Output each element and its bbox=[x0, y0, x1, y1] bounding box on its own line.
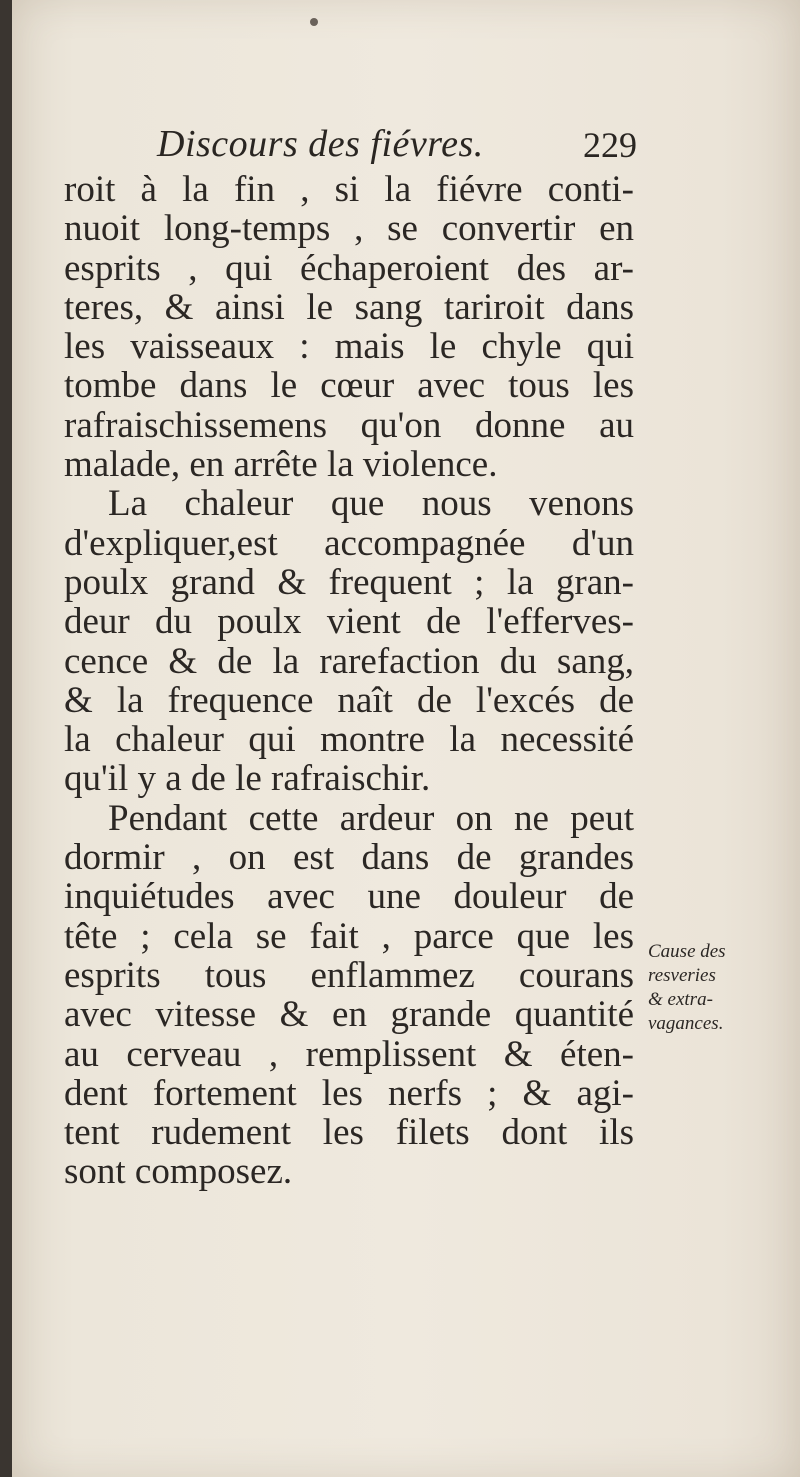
text-line: malade, en arrête la violence. bbox=[64, 444, 498, 486]
text-line: cence & de la rarefaction du sang, bbox=[64, 640, 634, 682]
text-line: d'expliquer,est accompagnée d'un bbox=[64, 522, 634, 564]
text-line: nuoit long-temps , se convertir en bbox=[64, 208, 634, 250]
ink-speck bbox=[310, 18, 318, 26]
text-line: roit à la fin , si la fiévre conti- bbox=[64, 169, 634, 210]
text-line: deur du poulx vient de l'efferves- bbox=[64, 601, 634, 643]
margin-note-line: vagances. bbox=[648, 1013, 724, 1034]
text-line: Pendant cette ardeur on ne peut bbox=[108, 797, 634, 839]
margin-note-line: Cause des bbox=[648, 941, 726, 962]
text-line: tête ; cela se fait , parce que les bbox=[64, 915, 634, 957]
text-line: esprits tous enflammez courans bbox=[64, 954, 634, 996]
text-line: teres, & ainsi le sang tariroit dans bbox=[64, 286, 634, 328]
text-line: tombe dans le cœur avec tous les bbox=[64, 365, 634, 407]
text-line: les vaisseaux : mais le chyle qui bbox=[64, 326, 634, 368]
body-text bbox=[64, 170, 634, 1192]
running-title: Discours des fiévres. bbox=[157, 123, 484, 165]
text-line: la chaleur qui montre la necessité bbox=[64, 719, 634, 761]
margin-note bbox=[648, 940, 776, 1036]
book-page bbox=[12, 0, 800, 1477]
text-line: esprits , qui échaperoient des ar- bbox=[64, 247, 634, 289]
text-line: au cerveau , remplissent & éten- bbox=[64, 1033, 634, 1075]
text-line: dormir , on est dans de grandes bbox=[64, 837, 634, 879]
page-number: 229 bbox=[583, 125, 637, 165]
text-line: tent rudement les filets dont ils bbox=[64, 1112, 634, 1154]
margin-note-line: & extra- bbox=[648, 989, 713, 1010]
margin-note-line: resveries bbox=[648, 965, 716, 986]
text-line: rafraischissemens qu'on donne au bbox=[64, 404, 634, 446]
text-line: qu'il y a de le rafraischir. bbox=[64, 758, 431, 800]
text-line: inquiétudes avec une douleur de bbox=[64, 876, 634, 918]
text-line: avec vitesse & en grande quantité bbox=[64, 994, 634, 1036]
text-line: poulx grand & frequent ; la gran- bbox=[64, 561, 634, 603]
text-line: dent fortement les nerfs ; & agi- bbox=[64, 1072, 634, 1114]
text-line: & la frequence naît de l'excés de bbox=[64, 679, 634, 721]
page-header bbox=[157, 122, 637, 172]
text-line: sont composez. bbox=[64, 1151, 293, 1193]
text-line: La chaleur que nous venons bbox=[108, 483, 634, 525]
